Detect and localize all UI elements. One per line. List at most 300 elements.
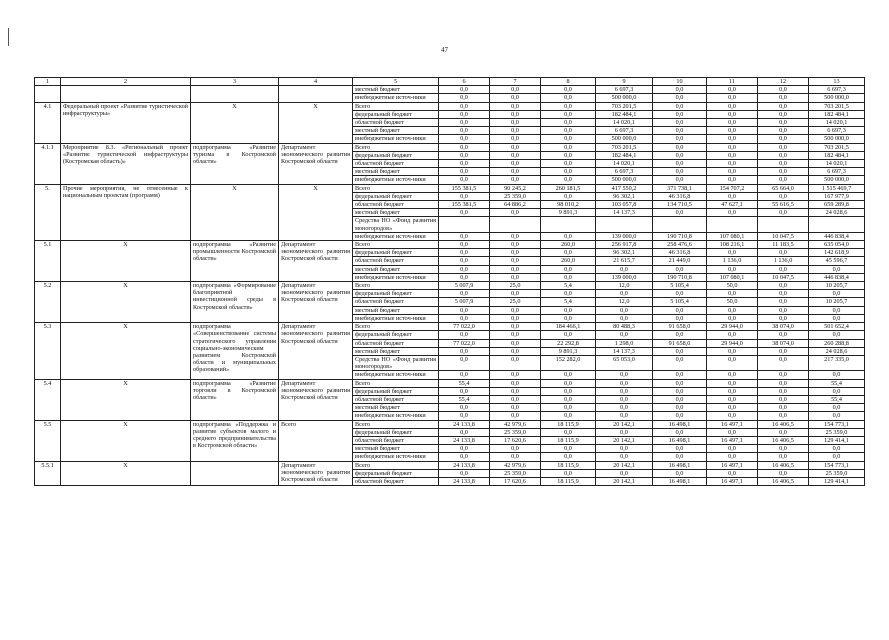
amount-cell: 0,0 [439, 143, 490, 151]
amount-cell: 0,0 [439, 314, 490, 322]
executor: Департамент экономического развития Костромской области [279, 379, 353, 420]
amount-cell: 0,0 [653, 143, 707, 151]
funding-source: федеральный бюджет [353, 110, 439, 118]
amount-cell: 0,0 [490, 306, 541, 314]
funding-source: местный бюджет [353, 168, 439, 176]
measure-name: X [61, 323, 191, 379]
amount-cell: 96 302,1 [596, 192, 653, 200]
subprogram [191, 461, 279, 486]
amount-cell: 0,0 [541, 176, 596, 184]
funding-source: областной бюджет [353, 201, 439, 209]
amount-cell: 0,0 [707, 127, 758, 135]
amount-cell: 0,0 [596, 412, 653, 420]
amount-cell: 20 142,1 [596, 420, 653, 428]
amount-cell: 16 406,5 [758, 477, 809, 485]
amount-cell: 14 137,3 [596, 209, 653, 217]
amount-cell: 77 022,0 [439, 323, 490, 331]
amount-cell: 0,0 [707, 135, 758, 143]
amount-cell: 0,0 [707, 160, 758, 168]
amount-cell: 0,0 [758, 298, 809, 306]
amount-cell: 0,0 [439, 453, 490, 461]
amount-cell: 0,0 [758, 94, 809, 102]
amount-cell: 55 616,5 [758, 201, 809, 209]
amount-cell: 0,0 [439, 209, 490, 217]
amount-cell: 134 710,5 [653, 201, 707, 209]
amount-cell: 260,0 [541, 257, 596, 265]
amount-cell: 0,0 [758, 428, 809, 436]
funding-source: Всего [353, 282, 439, 290]
amount-cell: 10 047,5 [758, 273, 809, 281]
amount-cell: 0,0 [653, 331, 707, 339]
amount-cell: 0,0 [490, 371, 541, 379]
amount-cell: 0,0 [490, 160, 541, 168]
amount-cell: 0,0 [541, 428, 596, 436]
funding-source: федеральный бюджет [353, 290, 439, 298]
amount-cell: 182 484,1 [809, 110, 865, 118]
amount-cell: 0,0 [758, 347, 809, 355]
amount-cell: 0,0 [707, 347, 758, 355]
funding-source: федеральный бюджет [353, 192, 439, 200]
amount-cell: 47 627,1 [707, 201, 758, 209]
amount-cell: 17 620,6 [490, 436, 541, 444]
executor: X [279, 184, 353, 240]
executor: Департамент экономического развития Костромской области [279, 461, 353, 486]
amount-cell: 17 620,6 [490, 477, 541, 485]
amount-cell: 0,0 [707, 94, 758, 102]
amount-cell: 14 020,1 [809, 119, 865, 127]
amount-cell: 0,0 [809, 314, 865, 322]
amount-cell: 5 105,4 [653, 298, 707, 306]
amount-cell: 0,0 [707, 387, 758, 395]
amount-cell: 0,0 [439, 135, 490, 143]
amount-cell: 0,0 [439, 127, 490, 135]
amount-cell: 0,0 [541, 110, 596, 118]
funding-source: Всего [353, 184, 439, 192]
amount-cell: 0,0 [541, 94, 596, 102]
executor: Департамент экономического развития Костромской области [279, 143, 353, 184]
amount-cell: 0,0 [653, 127, 707, 135]
amount-cell: 0,0 [439, 176, 490, 184]
page-number: 47 [441, 46, 448, 54]
amount-cell: 16 498,1 [653, 477, 707, 485]
funding-source: областной бюджет [353, 298, 439, 306]
amount-cell: 0,0 [439, 355, 490, 370]
amount-cell: 500 000,0 [809, 176, 865, 184]
amount-cell: 16 497,1 [707, 461, 758, 469]
header-cell: 2 [61, 78, 191, 86]
amount-cell: 16 497,1 [707, 477, 758, 485]
funding-source: внебюджетные источ-ники [353, 176, 439, 184]
header-cell: 5 [353, 78, 439, 86]
amount-cell: 0,0 [541, 119, 596, 127]
amount-cell: 0,0 [541, 265, 596, 273]
amount-cell: 24 028,6 [809, 347, 865, 355]
row-number [35, 86, 61, 102]
measure-name: X [61, 282, 191, 323]
amount-cell: 0,0 [541, 445, 596, 453]
amount-cell: 25 359,0 [809, 469, 865, 477]
amount-cell: 0,0 [490, 119, 541, 127]
amount-cell: 0,0 [596, 314, 653, 322]
table-row [35, 420, 865, 428]
amount-cell: 260 181,5 [541, 184, 596, 192]
amount-cell: 129 414,1 [809, 477, 865, 485]
amount-cell: 0,0 [653, 290, 707, 298]
measure-name [61, 86, 191, 102]
funding-source: местный бюджет [353, 445, 439, 453]
amount-cell: 0,0 [439, 110, 490, 118]
row-number: 5.5 [35, 420, 61, 461]
amount-cell: 0,0 [809, 331, 865, 339]
amount-cell: 0,0 [809, 371, 865, 379]
amount-cell: 0,0 [653, 151, 707, 159]
amount-cell: 0,0 [490, 273, 541, 281]
amount-cell: 10 047,5 [758, 232, 809, 240]
amount-cell: 29 944,0 [707, 339, 758, 347]
amount-cell: 42 979,6 [490, 420, 541, 428]
header-cell: 1 [35, 78, 61, 86]
row-number: 5. [35, 184, 61, 240]
amount-cell: 0,0 [490, 453, 541, 461]
amount-cell: 16 406,5 [758, 461, 809, 469]
amount-cell: 96 302,1 [596, 249, 653, 257]
amount-cell: 65 664,0 [758, 184, 809, 192]
table-row [35, 241, 865, 249]
amount-cell: 12,0 [596, 282, 653, 290]
amount-cell: 0,0 [653, 445, 707, 453]
amount-cell: 0,0 [439, 347, 490, 355]
amount-cell: 6 697,3 [596, 168, 653, 176]
amount-cell: 0,0 [541, 331, 596, 339]
amount-cell: 0,0 [809, 387, 865, 395]
row-number: 5.3 [35, 323, 61, 379]
funding-source: Всего [353, 379, 439, 387]
amount-cell: 0,0 [490, 404, 541, 412]
amount-cell: 0,0 [490, 94, 541, 102]
amount-cell: 703 201,5 [596, 102, 653, 110]
amount-cell: 0,0 [541, 412, 596, 420]
amount-cell: 0,0 [653, 160, 707, 168]
amount-cell: 0,0 [707, 168, 758, 176]
amount-cell: 0,0 [596, 265, 653, 273]
header-cell: 7 [490, 78, 541, 86]
amount-cell: 11 183,5 [758, 241, 809, 249]
subprogram: подпрограмма «Поддержка и развитие субъектов малого и среднего предпринимательства в Костромской области» [191, 420, 279, 461]
amount-cell: 152 282,0 [541, 355, 596, 370]
amount-cell: 0,0 [653, 404, 707, 412]
amount-cell: 5,4 [541, 298, 596, 306]
amount-cell: 0,0 [758, 404, 809, 412]
amount-cell: 0,0 [490, 127, 541, 135]
amount-cell: 0,0 [653, 379, 707, 387]
amount-cell: 0,0 [439, 331, 490, 339]
amount-cell: 45 596,7 [809, 257, 865, 265]
amount-cell: 0,0 [809, 290, 865, 298]
amount-cell: 0,0 [758, 249, 809, 257]
executor: Департамент экономического развития Костромской области [279, 282, 353, 323]
amount-cell: 0,0 [707, 395, 758, 403]
amount-cell: 182 484,1 [596, 110, 653, 118]
amount-cell: 0,0 [596, 453, 653, 461]
amount-cell: 65 053,0 [596, 355, 653, 370]
amount-cell: 0,0 [707, 379, 758, 387]
amount-cell: 107 080,1 [707, 273, 758, 281]
amount-cell: 0,0 [541, 102, 596, 110]
subprogram: подпрограмма «Развитие промышленности Костромской области» [191, 241, 279, 282]
amount-cell: 0,0 [707, 151, 758, 159]
funding-source: областной бюджет [353, 436, 439, 444]
amount-cell: 0,0 [490, 339, 541, 347]
amount-cell: 0,0 [707, 143, 758, 151]
amount-cell: 64 886,2 [490, 201, 541, 209]
measure-name: X [61, 379, 191, 420]
amount-cell: 703 201,5 [596, 143, 653, 151]
executor [279, 86, 353, 102]
amount-cell: 0,0 [596, 290, 653, 298]
amount-cell: 0,0 [653, 168, 707, 176]
amount-cell: 29 944,0 [707, 323, 758, 331]
amount-cell: 14 020,1 [596, 119, 653, 127]
amount-cell: 190 710,8 [653, 273, 707, 281]
funding-source: Средства НО «Фонд развития моногородов» [353, 355, 439, 370]
amount-cell: 12,0 [596, 298, 653, 306]
amount-cell: 0,0 [758, 469, 809, 477]
amount-cell: 0,0 [707, 192, 758, 200]
funding-source: федеральный бюджет [353, 387, 439, 395]
amount-cell: 0,0 [541, 86, 596, 94]
amount-cell: 20 142,1 [596, 477, 653, 485]
amount-cell: 0,0 [758, 151, 809, 159]
amount-cell: 659 289,8 [809, 201, 865, 209]
amount-cell: 55,4 [809, 395, 865, 403]
amount-cell: 0,0 [758, 168, 809, 176]
amount-cell: 500 000,0 [809, 135, 865, 143]
amount-cell: 0,0 [758, 331, 809, 339]
amount-cell: 0,0 [707, 86, 758, 94]
amount-cell: 260,0 [541, 241, 596, 249]
amount-cell: 0,0 [707, 445, 758, 453]
amount-cell: 0,0 [653, 314, 707, 322]
amount-cell: 142 618,9 [809, 249, 865, 257]
amount-cell: 0,0 [758, 314, 809, 322]
amount-cell: 25 359,0 [490, 428, 541, 436]
amount-cell: 154 773,1 [809, 420, 865, 428]
funding-source: внебюджетные источ-ники [353, 412, 439, 420]
amount-cell: 0,0 [653, 453, 707, 461]
amount-cell: 0,0 [653, 110, 707, 118]
header-cell: 11 [707, 78, 758, 86]
funding-source: Всего [353, 143, 439, 151]
table-row [35, 86, 865, 94]
amount-cell: 0,0 [653, 347, 707, 355]
amount-cell: 0,0 [707, 110, 758, 118]
amount-cell: 0,0 [809, 404, 865, 412]
funding-source: федеральный бюджет [353, 249, 439, 257]
amount-cell: 0,0 [541, 273, 596, 281]
amount-cell: 0,0 [596, 331, 653, 339]
amount-cell: 25,0 [490, 282, 541, 290]
amount-cell: 0,0 [541, 314, 596, 322]
amount-cell: 55,4 [809, 379, 865, 387]
amount-cell: 0,0 [707, 314, 758, 322]
amount-cell: 0,0 [490, 412, 541, 420]
subprogram: подпрограмма «Формирование благоприятной инвестиционной среды в Костромской области» [191, 282, 279, 323]
funding-source: внебюджетные источ-ники [353, 232, 439, 240]
amount-cell: 6 697,3 [596, 86, 653, 94]
amount-cell: 155 381,5 [439, 201, 490, 209]
amount-cell: 0,0 [439, 273, 490, 281]
measure-name: X [61, 461, 191, 486]
amount-cell: 0,0 [596, 445, 653, 453]
amount-cell: 0,0 [541, 192, 596, 200]
amount-cell: 24 133,8 [439, 436, 490, 444]
amount-cell: 371 738,1 [653, 184, 707, 192]
amount-cell: 182 484,1 [596, 151, 653, 159]
row-number: 4.1.1 [35, 143, 61, 184]
amount-cell: 10 205,7 [809, 282, 865, 290]
amount-cell: 9 891,3 [541, 347, 596, 355]
measure-name: X [61, 241, 191, 282]
amount-cell: 0,0 [707, 412, 758, 420]
header-cell: 10 [653, 78, 707, 86]
amount-cell: 0,0 [439, 412, 490, 420]
subprogram [191, 86, 279, 102]
amount-cell: 0,0 [809, 453, 865, 461]
amount-cell: 154 773,1 [809, 461, 865, 469]
amount-cell: 0,0 [541, 306, 596, 314]
amount-cell: 0,0 [758, 176, 809, 184]
amount-cell: 446 838,4 [809, 273, 865, 281]
amount-cell: 0,0 [541, 249, 596, 257]
amount-cell: 9 891,3 [541, 209, 596, 217]
amount-cell: 18 115,9 [541, 436, 596, 444]
measure-name: Федеральный проект «Развитие туристической инфраструктуры» [61, 102, 191, 143]
amount-cell: 0,0 [439, 151, 490, 159]
amount-cell: 260 288,8 [809, 339, 865, 347]
amount-cell: 25 359,0 [490, 192, 541, 200]
amount-cell: 55,4 [439, 395, 490, 403]
amount-cell: 0,0 [439, 102, 490, 110]
amount-cell: 0,0 [809, 265, 865, 273]
amount-cell: 0,0 [439, 404, 490, 412]
amount-cell: 0,0 [439, 265, 490, 273]
funding-source: областной бюджет [353, 395, 439, 403]
header-cell: 8 [541, 78, 596, 86]
amount-cell: 6 697,3 [809, 86, 865, 94]
amount-cell: 0,0 [758, 119, 809, 127]
amount-cell: 0,0 [758, 160, 809, 168]
amount-cell: 0,0 [541, 232, 596, 240]
amount-cell: 0,0 [758, 445, 809, 453]
amount-cell: 0,0 [541, 371, 596, 379]
amount-cell: 90 245,2 [490, 184, 541, 192]
amount-cell: 0,0 [541, 379, 596, 387]
funding-source: областной бюджет [353, 257, 439, 265]
amount-cell: 0,0 [758, 127, 809, 135]
subprogram: X [191, 102, 279, 143]
amount-cell: 22 292,8 [541, 339, 596, 347]
amount-cell: 6 697,3 [596, 127, 653, 135]
amount-cell: 0,0 [490, 290, 541, 298]
amount-cell: 38 074,0 [758, 339, 809, 347]
amount-cell: 0,0 [541, 387, 596, 395]
amount-cell: 108 216,1 [707, 241, 758, 249]
amount-cell: 14 020,1 [596, 160, 653, 168]
amount-cell: 0,0 [596, 469, 653, 477]
amount-cell: 0,0 [707, 249, 758, 257]
amount-cell: 0,0 [653, 395, 707, 403]
amount-cell: 0,0 [439, 469, 490, 477]
amount-cell: 139 000,0 [596, 232, 653, 240]
amount-cell: 0,0 [596, 404, 653, 412]
amount-cell: 0,0 [596, 387, 653, 395]
amount-cell: 139 000,0 [596, 273, 653, 281]
amount-cell: 155 381,5 [439, 184, 490, 192]
amount-cell: 0,0 [809, 445, 865, 453]
amount-cell: 182 484,1 [809, 151, 865, 159]
amount-cell: 0,0 [653, 428, 707, 436]
amount-cell: 0,0 [653, 209, 707, 217]
amount-cell: 0,0 [490, 86, 541, 94]
amount-cell: 25 359,0 [809, 428, 865, 436]
table-row [35, 461, 865, 469]
funding-source: областной бюджет [353, 119, 439, 127]
amount-cell: 0,0 [541, 135, 596, 143]
amount-cell: 446 838,4 [809, 232, 865, 240]
amount-cell: 0,0 [541, 127, 596, 135]
row-number: 5.2 [35, 282, 61, 323]
amount-cell: 0,0 [439, 306, 490, 314]
amount-cell: 0,0 [653, 469, 707, 477]
amount-cell: 0,0 [490, 387, 541, 395]
amount-cell: 0,0 [596, 395, 653, 403]
amount-cell: 91 658,0 [653, 339, 707, 347]
amount-cell: 0,0 [490, 445, 541, 453]
amount-cell: 77 022,0 [439, 339, 490, 347]
amount-cell: 0,0 [490, 168, 541, 176]
funding-source: местный бюджет [353, 306, 439, 314]
amount-cell: 16 498,1 [653, 461, 707, 469]
amount-cell: 258 476,6 [653, 241, 707, 249]
amount-cell: 0,0 [490, 331, 541, 339]
amount-cell: 5 007,9 [439, 282, 490, 290]
amount-cell: 21 615,7 [596, 257, 653, 265]
amount-cell: 6 697,3 [809, 127, 865, 135]
amount-cell: 0,0 [653, 306, 707, 314]
amount-cell: 0,0 [758, 306, 809, 314]
funding-source: внебюджетные источ-ники [353, 135, 439, 143]
amount-cell: 500 000,0 [809, 94, 865, 102]
amount-cell: 0,0 [758, 355, 809, 370]
amount-cell: 24 133,8 [439, 461, 490, 469]
measure-name: Мероприятие 8.3. «Региональный проект «Развитие туристической инфраструктуры (Костромская область)» [61, 143, 191, 184]
header-cell: 12 [758, 78, 809, 86]
amount-cell: 0,0 [653, 355, 707, 370]
amount-cell: 0,0 [439, 371, 490, 379]
amount-cell: 16 497,1 [707, 420, 758, 428]
amount-cell: 500 000,0 [596, 135, 653, 143]
amount-cell: 10 205,7 [809, 298, 865, 306]
amount-cell: 635 054,0 [809, 241, 865, 249]
header-row [35, 78, 865, 86]
row-number: 5.1 [35, 241, 61, 282]
executor: Всего [279, 420, 353, 461]
funding-source: местный бюджет [353, 127, 439, 135]
amount-cell: 129 414,1 [809, 436, 865, 444]
amount-cell: 0,0 [758, 143, 809, 151]
executor: Департамент экономического развития Костромской области [279, 323, 353, 379]
amount-cell: 0,0 [707, 469, 758, 477]
